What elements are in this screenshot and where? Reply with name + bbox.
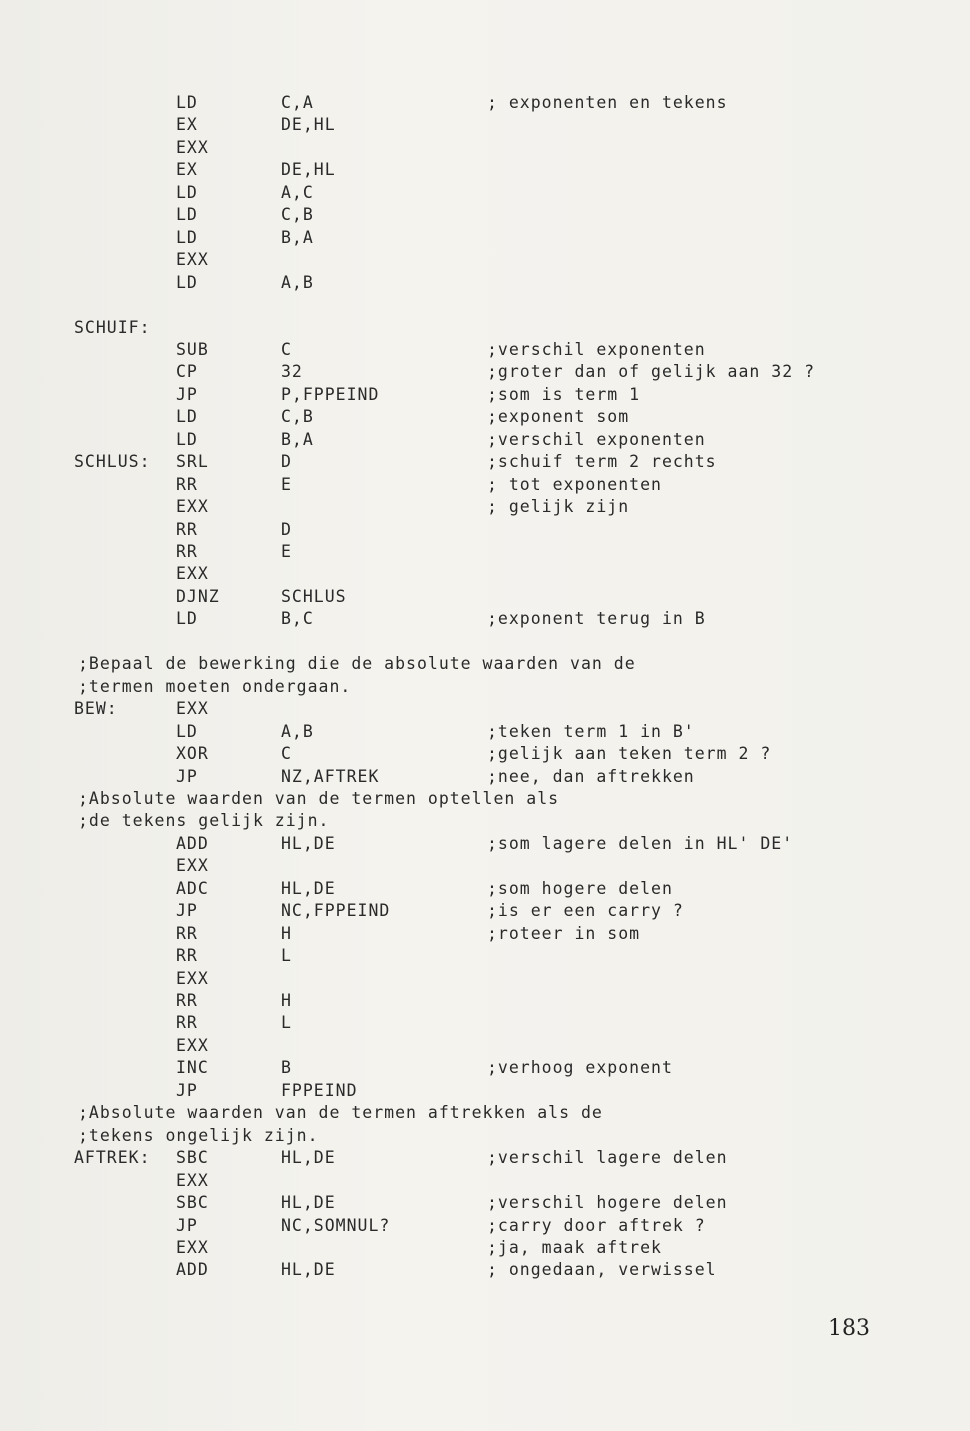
- code-line: [0, 855, 970, 878]
- code-operand: NC,FPPEIND: [281, 901, 391, 921]
- code-operand: C,A: [281, 93, 314, 112]
- code-operand: H: [281, 923, 292, 943]
- code-operand: HL,DE: [281, 1148, 336, 1168]
- code-line: [0, 114, 970, 137]
- code-operand: DE,HL: [281, 160, 336, 180]
- code-opcode: LD: [176, 205, 198, 225]
- code-opcode: JP: [176, 766, 198, 786]
- code-opcode: SBC: [176, 1193, 209, 1213]
- code-line: [0, 968, 970, 991]
- code-operand: A,B: [281, 272, 314, 292]
- code-operand: L: [281, 1013, 292, 1033]
- comment-line: ;termen moeten ondergaan.: [78, 676, 352, 696]
- code-comment: ;groter dan of gelijk aan 32 ?: [487, 362, 816, 382]
- code-opcode: LD: [176, 429, 198, 449]
- code-opcode: LD: [176, 272, 198, 292]
- code-line: [0, 676, 970, 699]
- code-line: [0, 833, 970, 856]
- code-label: SCHUIF:: [74, 317, 151, 337]
- code-opcode: LD: [176, 721, 198, 741]
- code-opcode: SBC: [176, 1148, 209, 1168]
- code-operand: NZ,AFTREK: [281, 766, 380, 786]
- code-line: [0, 698, 970, 721]
- code-operand: P,FPPEIND: [281, 384, 380, 404]
- code-comment: ;som is term 1: [487, 384, 641, 404]
- code-opcode: RR: [176, 923, 198, 943]
- code-operand: 32: [281, 362, 303, 382]
- code-line: [0, 743, 970, 766]
- code-line: [0, 361, 970, 384]
- code-comment: ;gelijk aan teken term 2 ?: [487, 744, 772, 764]
- page-number: 183: [828, 1316, 870, 1341]
- code-operand: A,B: [281, 721, 314, 741]
- code-operand: HL,DE: [281, 878, 336, 898]
- code-line: [0, 182, 970, 205]
- code-line: [0, 900, 970, 923]
- code-comment: ;verschil hogere delen: [487, 1193, 728, 1213]
- code-opcode: SRL: [176, 452, 209, 472]
- code-comment: ;teken term 1 in B': [487, 721, 695, 741]
- code-line: [0, 474, 970, 497]
- code-opcode: EXX: [176, 564, 209, 584]
- code-line: [0, 1080, 970, 1103]
- code-opcode: JP: [176, 901, 198, 921]
- code-operand: E: [281, 542, 292, 561]
- code-label: SCHLUS:: [74, 452, 151, 472]
- code-line: [0, 1057, 970, 1080]
- code-opcode: EX: [176, 160, 198, 180]
- code-opcode: EXX: [176, 137, 209, 157]
- code-operand: L: [281, 946, 292, 966]
- code-line: [0, 945, 970, 968]
- code-line: [0, 1102, 970, 1125]
- code-opcode: INC: [176, 1058, 209, 1078]
- code-operand: B,C: [281, 609, 314, 629]
- code-operand: D: [281, 519, 292, 539]
- code-line: [0, 1237, 970, 1260]
- code-operand: HL,DE: [281, 1260, 336, 1280]
- code-operand: C,B: [281, 407, 314, 427]
- code-operand: E: [281, 474, 292, 494]
- code-line: [0, 317, 970, 340]
- code-comment: ;verschil exponenten: [487, 339, 706, 359]
- code-comment: ; exponenten en tekens: [487, 93, 728, 112]
- code-comment: ;is er een carry ?: [487, 901, 684, 921]
- code-line: [0, 429, 970, 452]
- code-line: [0, 406, 970, 429]
- code-comment: ;exponent som: [487, 407, 630, 427]
- comment-line: ;de tekens gelijk zijn.: [78, 811, 330, 831]
- code-line: [0, 586, 970, 609]
- code-opcode: CP: [176, 362, 198, 382]
- code-line: [0, 1147, 970, 1170]
- code-line: [0, 541, 970, 564]
- code-line: [0, 608, 970, 631]
- code-opcode: LD: [176, 227, 198, 247]
- code-line: [0, 810, 970, 833]
- code-operand: FPPEIND: [281, 1080, 358, 1100]
- code-opcode: LD: [176, 182, 198, 202]
- code-line: [0, 519, 970, 542]
- code-operand: B,A: [281, 227, 314, 247]
- code-line: [0, 1170, 970, 1193]
- code-line: [0, 496, 970, 519]
- code-comment: ; ongedaan, verwissel: [487, 1260, 717, 1280]
- code-comment: ;ja, maak aftrek: [487, 1237, 662, 1257]
- code-opcode: EXX: [176, 1170, 209, 1190]
- code-comment: ;verhoog exponent: [487, 1058, 673, 1078]
- code-line: [0, 1259, 970, 1282]
- code-line: [0, 990, 970, 1013]
- code-opcode: EXX: [176, 856, 209, 876]
- code-operand: C,B: [281, 205, 314, 225]
- code-line: [0, 339, 970, 362]
- code-line: [0, 766, 970, 789]
- code-opcode: EX: [176, 115, 198, 135]
- code-operand: D: [281, 452, 292, 472]
- code-operand: SCHLUS: [281, 586, 347, 606]
- code-line: [0, 563, 970, 586]
- code-opcode: EXX: [176, 699, 209, 719]
- code-line: [0, 788, 970, 811]
- code-label: AFTREK:: [74, 1148, 151, 1168]
- code-line: [0, 92, 970, 115]
- code-line: [0, 137, 970, 160]
- code-opcode: LD: [176, 93, 198, 112]
- code-opcode: RR: [176, 519, 198, 539]
- code-line: [0, 384, 970, 407]
- code-opcode: RR: [176, 542, 198, 561]
- code-line: [0, 159, 970, 182]
- code-opcode: EXX: [176, 1237, 209, 1257]
- code-comment: ;schuif term 2 rechts: [487, 452, 717, 472]
- code-operand: HL,DE: [281, 1193, 336, 1213]
- code-comment: ;verschil lagere delen: [487, 1148, 728, 1168]
- code-comment: ;carry door aftrek ?: [487, 1215, 706, 1235]
- code-opcode: EXX: [176, 250, 209, 270]
- code-opcode: JP: [176, 1080, 198, 1100]
- code-comment: ; gelijk zijn: [487, 497, 630, 517]
- code-line: [0, 631, 970, 654]
- code-opcode: RR: [176, 946, 198, 966]
- code-label: BEW:: [74, 699, 118, 719]
- code-opcode: DJNZ: [176, 586, 220, 606]
- code-opcode: EXX: [176, 497, 209, 517]
- comment-line: ;Absolute waarden van de termen optellen als: [78, 788, 560, 808]
- code-line: [0, 1125, 970, 1148]
- code-opcode: RR: [176, 474, 198, 494]
- code-line: [0, 204, 970, 227]
- code-operand: B,A: [281, 429, 314, 449]
- code-opcode: JP: [176, 384, 198, 404]
- code-line: [0, 294, 970, 317]
- code-comment: ;nee, dan aftrekken: [487, 766, 695, 786]
- code-comment: ;som lagere delen in HL' DE': [487, 833, 794, 853]
- comment-line: ;Absolute waarden van de termen aftrekken als de: [78, 1103, 603, 1123]
- code-opcode: XOR: [176, 744, 209, 764]
- code-line: [0, 227, 970, 250]
- code-opcode: ADD: [176, 1260, 209, 1280]
- code-comment: ;som hogere delen: [487, 878, 673, 898]
- code-operand: A,C: [281, 182, 314, 202]
- code-operand: DE,HL: [281, 115, 336, 135]
- code-line: [0, 1192, 970, 1215]
- code-operand: H: [281, 991, 292, 1010]
- code-opcode: RR: [176, 991, 198, 1010]
- code-opcode: LD: [176, 407, 198, 427]
- code-line: [0, 878, 970, 901]
- code-line: [0, 451, 970, 474]
- code-opcode: LD: [176, 609, 198, 629]
- code-operand: HL,DE: [281, 833, 336, 853]
- code-line: [0, 272, 970, 295]
- code-opcode: RR: [176, 1013, 198, 1033]
- code-opcode: ADD: [176, 833, 209, 853]
- code-line: [0, 249, 970, 272]
- code-line: [0, 1012, 970, 1035]
- code-line: [0, 923, 970, 946]
- code-operand: B: [281, 1058, 292, 1078]
- comment-line: ;Bepaal de bewerking die de absolute waarden van de: [78, 654, 636, 674]
- code-operand: NC,SOMNUL?: [281, 1215, 391, 1235]
- code-operand: C: [281, 744, 292, 764]
- code-line: [0, 721, 970, 744]
- code-opcode: SUB: [176, 339, 209, 359]
- code-line: [0, 1215, 970, 1238]
- code-comment: ; tot exponenten: [487, 474, 662, 494]
- code-comment: ;verschil exponenten: [487, 429, 706, 449]
- code-opcode: ADC: [176, 878, 209, 898]
- code-comment: ;roteer in som: [487, 923, 641, 943]
- code-line: [0, 653, 970, 676]
- code-line: [0, 1035, 970, 1058]
- code-comment: ;exponent terug in B: [487, 609, 706, 629]
- code-opcode: EXX: [176, 968, 209, 988]
- code-operand: C: [281, 339, 292, 359]
- code-opcode: EXX: [176, 1035, 209, 1055]
- code-opcode: JP: [176, 1215, 198, 1235]
- comment-line: ;tekens ongelijk zijn.: [78, 1125, 319, 1145]
